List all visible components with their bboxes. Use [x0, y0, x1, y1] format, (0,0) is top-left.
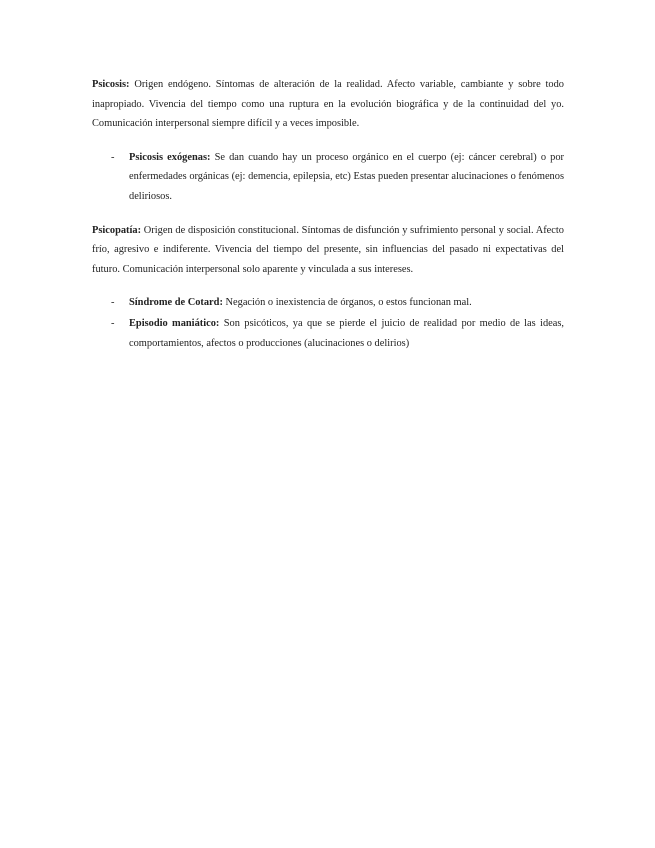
list-item-sindrome-cotard: [92, 293, 564, 313]
psicosis-paragraph: [92, 75, 564, 134]
list-dash: -: [111, 151, 115, 163]
sindrome-cotard-term: Síndrome de Cotard:: [129, 297, 223, 309]
psicopatia-paragraph: [92, 221, 564, 280]
psicopatia-text: Origen de disposición constitucional. Síntomas de disfunción y sufrimiento personal y social. Afecto frío, agresivo e indiferente. Vivencia del tiempo del presente, sin influencias del pasado ni expectativas del futuro. Comunicación interpersonal solo aparente y vinculada a sus intereses.: [92, 224, 564, 275]
episodio-maniatico-term: Episodio maniático:: [129, 317, 220, 329]
list-dash: -: [111, 297, 115, 309]
psicopatia-term: Psicopatía:: [92, 224, 142, 236]
episodio-maniatico-text: Son psicóticos, ya que se pierde el juicio de realidad por medio de las ideas, comportamientos, afectos o producciones (alucinaciones o delirios): [129, 317, 565, 349]
psicosis-list: [92, 148, 564, 207]
list-item-psicosis-exogenas: [92, 148, 564, 207]
psicosis-exogenas-text: Se dan cuando hay un proceso orgánico en el cuerpo (ej: cáncer cerebral) o por enfermedades orgánicas (ej: demencia, epilepsia, etc) Estas pueden presentar alucinaciones o fenómenos deliriosos.: [129, 151, 564, 202]
psicosis-exogenas-term: Psicosis exógenas:: [129, 151, 211, 163]
document-body: [92, 75, 564, 367]
psicosis-term: Psicosis:: [92, 79, 130, 90]
list-dash: -: [111, 317, 115, 329]
psicosis-text: Origen endógeno. Síntomas de alteración de la realidad. Afecto variable, cambiante y sobre todo inapropiado. Vivencia del tiempo como una ruptura en la evolución biográfica y de la continuidad del yo. Comunicación interpersonal siempre difícil y a veces imposible.: [92, 79, 564, 130]
psicopatia-list: [92, 293, 564, 353]
sindrome-cotard-text: Negación o inexistencia de órganos, o estos funcionan mal.: [222, 297, 472, 309]
list-item-episodio-maniatico: [92, 314, 564, 353]
